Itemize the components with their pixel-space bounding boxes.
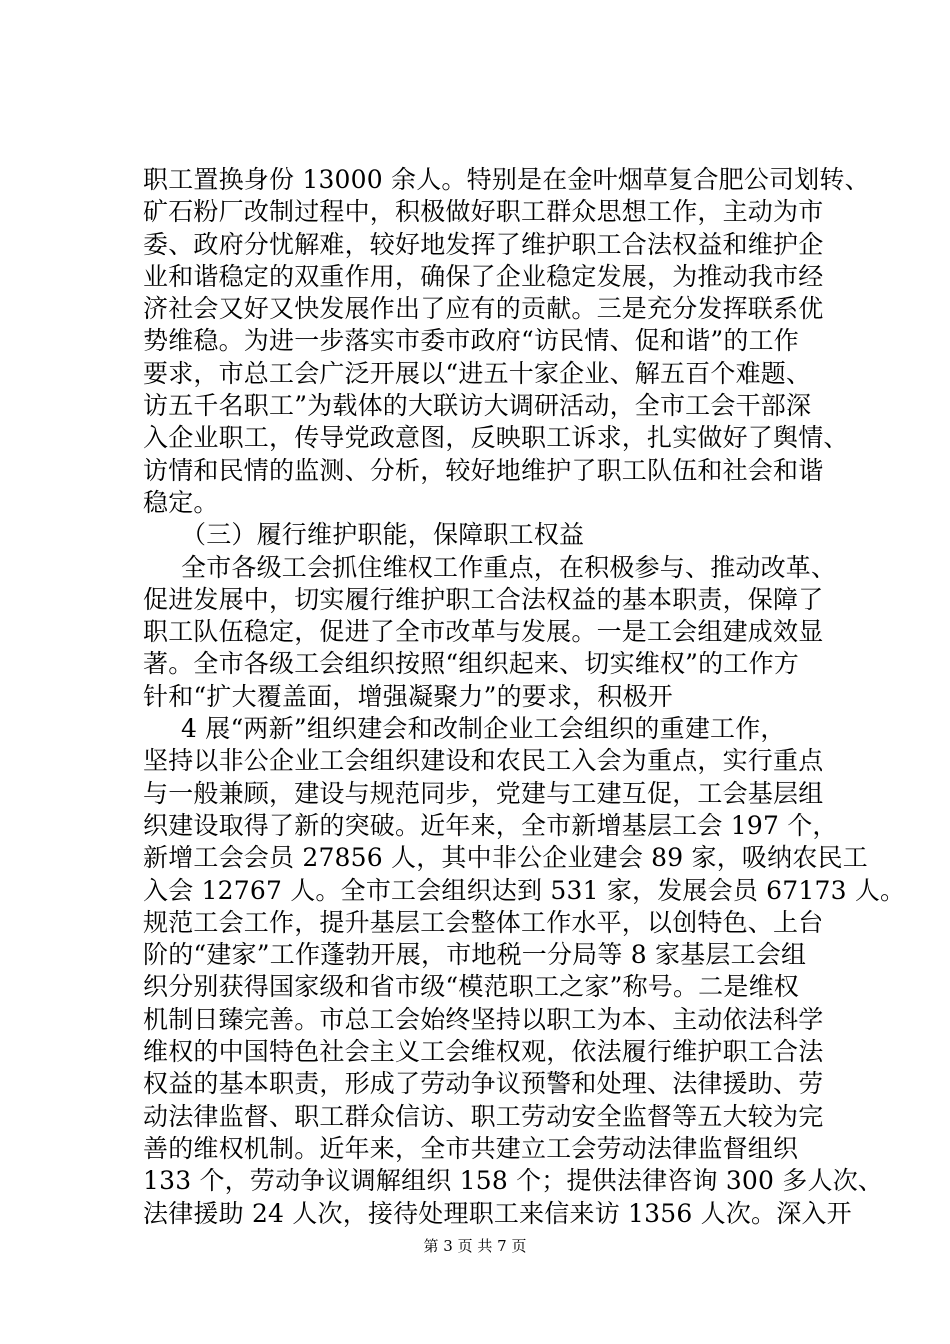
text-line: 矿石粉厂改制过程中，积极做好职工群众思想工作，主动为市 <box>143 197 824 227</box>
text-line: 与一般兼顾，建设与规范同步，党建与工建互促，工会基层组 <box>143 778 824 808</box>
text-line: 要求，市总工会广泛开展以“进五十家企业、解五百个难题、 <box>143 358 812 388</box>
text-line: 善的维权机制。近年来，全市共建立工会劳动法律监督组织 <box>143 1133 799 1163</box>
text-line: 新增工会会员 27856 人，其中非公企业建会 89 家，吸纳农民工 <box>143 843 868 873</box>
text-line: 入企业职工，传导党政意图，反映职工诉求，扎实做好了舆情、 <box>143 423 849 453</box>
text-line: 势维稳。为进一步落实市委市政府“访民情、促和谐”的工作 <box>143 326 799 356</box>
page-number-footer: 第 3 页 共 7 页 <box>423 1237 527 1255</box>
text-line: 权益的基本职责，形成了劳动争议预警和处理、法律援助、劳 <box>143 1069 824 1099</box>
text-line: 全市各级工会抓住维权工作重点，在积极参与、推动改革、 <box>181 552 837 582</box>
text-line: 织分别获得国家级和省市级“模范职工之家”称号。二是维权 <box>143 972 799 1002</box>
text-line: 133 个，劳动争议调解组织 158 个；提供法律咨询 300 多人次、 <box>143 1166 884 1196</box>
text-line: 坚持以非公企业工会组织建设和农民工入会为重点，实行重点 <box>143 746 824 776</box>
text-line: 织建设取得了新的突破。近年来，全市新增基层工会 197 个， <box>143 810 838 840</box>
text-line: 著。全市各级工会组织按照“组织起来、切实维权”的工作方 <box>143 649 799 679</box>
text-line: 稳定。 <box>143 487 219 517</box>
section-heading: （三）履行维护职能，保障职工权益 <box>181 520 585 550</box>
text-line: 职工置换身份 13000 余人。特别是在金叶烟草复合肥公司划转、 <box>143 165 870 194</box>
text-line: 业和谐稳定的双重作用，确保了企业稳定发展，为推动我市经 <box>143 261 824 291</box>
text-line: 针和“扩大覆盖面，增强凝聚力”的要求，积极开 <box>143 681 673 711</box>
text-line: 职工队伍稳定，促进了全市改革与发展。一是工会组建成效显 <box>143 617 824 647</box>
text-line: 促进发展中，切实履行维护职工合法权益的基本职责，保障了 <box>143 584 824 614</box>
text-line: 机制日臻完善。市总工会始终坚持以职工为本、主动依法科学 <box>143 1004 824 1034</box>
text-line: 维权的中国特色社会主义工会维权观，依法履行维护职工合法 <box>143 1037 824 1067</box>
text-line: 阶的“建家”工作蓬勃开展，市地税一分局等 8 家基层工会组 <box>143 940 807 970</box>
text-line: 4 展“两新”组织建会和改制企业工会组织的重建工作， <box>181 714 786 744</box>
text-line: 济社会又好又快发展作出了应有的贡献。三是充分发挥联系优 <box>143 294 824 324</box>
text-line: 动法律监督、职工群众信访、职工劳动安全监督等五大较为完 <box>143 1101 824 1131</box>
text-line: 法律援助 24 人次，接待处理职工来信来访 1356 人次。深入开 <box>143 1198 852 1228</box>
text-line: 规范工会工作，提升基层工会整体工作水平，以创特色、上台 <box>143 907 824 937</box>
document-body <box>143 164 906 1230</box>
text-line: 访情和民情的监测、分析，较好地维护了职工队伍和社会和谐 <box>143 455 824 485</box>
text-line: 委、政府分忧解难，较好地发挥了维护职工合法权益和维护企 <box>143 229 824 259</box>
text-line: 入会 12767 人。全市工会组织达到 531 家，发展会员 67173 人。 <box>143 875 906 905</box>
text-line: 访五千名职工”为载体的大联访大调研活动，全市工会干部深 <box>143 391 812 421</box>
